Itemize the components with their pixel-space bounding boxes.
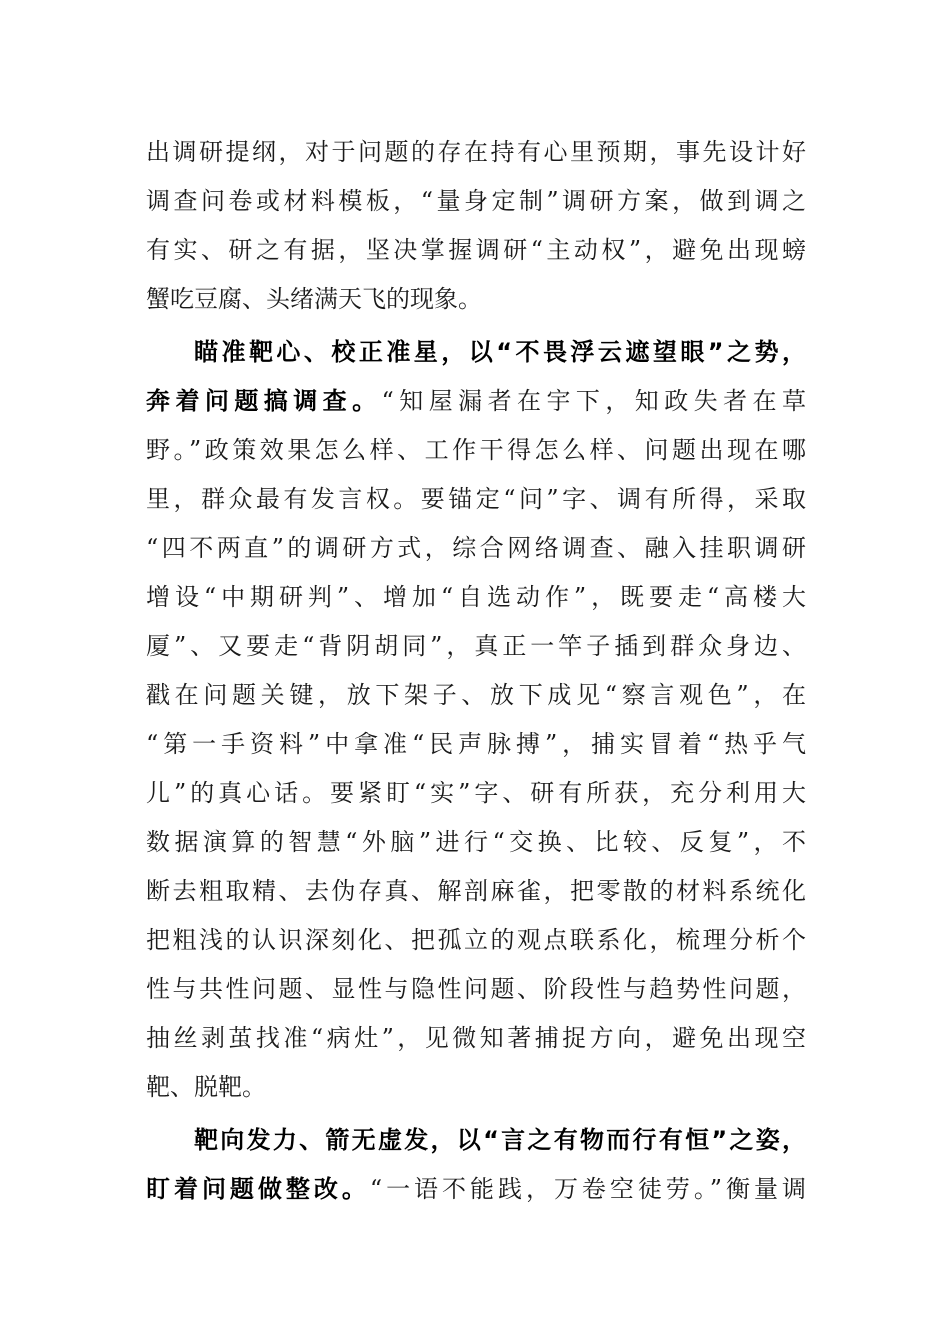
paragraph-line: 把粗浅的认识深刻化、把孤立的观点联系化，梳理分析个 (146, 926, 806, 954)
paragraph-line: 蟹吃豆腐、头绪满天飞的现象。 (146, 285, 482, 313)
paragraph-line-mixed (146, 1169, 806, 1209)
quote-text: “知屋漏者在宇下，知政失者在草 (381, 387, 807, 415)
paragraph-line: 里，群众最有发言权。要锚定“问”字、调有所得，采取 (146, 485, 806, 513)
paragraph-line: 出调研提纲，对于问题的存在持有心里预期，事先设计好 (146, 138, 806, 166)
paragraph-line: 有实、研之有据，坚决掌握调研“主动权”，避免出现螃 (146, 236, 806, 264)
paragraph-line: “第一手资料”中拿准“民声脉搏”，捕实冒着“热乎气 (146, 730, 806, 758)
quote-text: “一语不能践，万卷空徒劳。”衡量调 (369, 1175, 807, 1203)
paragraph-line: 调查问卷或材料模板，“量身定制”调研方案，做到调之 (146, 187, 806, 215)
paragraph-line: 戳在问题关键，放下架子、放下成见“察言观色”，在 (146, 681, 806, 709)
paragraph-line: 断去粗取精、去伪存真、解剖麻雀，把零散的材料系统化 (146, 877, 806, 905)
paragraph-line: 野。”政策效果怎么样、工作干得怎么样、问题出现在哪 (146, 436, 806, 464)
section-heading: 瞄准靶心、校正准星，以“不畏浮云遮望眼”之势， (194, 338, 806, 366)
paragraph-line: 抽丝剥茧找准“病灶”，见微知著捕捉方向，避免出现空 (146, 1024, 806, 1052)
section-heading-continued: 奔着问题搞调查。 (146, 387, 382, 415)
paragraph-line: 靶、脱靶。 (146, 1073, 266, 1101)
paragraph-line: 数据演算的智慧“外脑”进行“交换、比较、反复”，不 (146, 828, 806, 856)
paragraph-line: 增设“中期研判”、增加“自选动作”，既要走“高楼大 (146, 583, 806, 611)
section-heading-continued: 盯着问题做整改。 (146, 1175, 370, 1203)
paragraph-line-mixed (146, 381, 806, 421)
section-heading: 靶向发力、箭无虚发，以“言之有物而行有恒”之姿， (194, 1126, 806, 1154)
paragraph-line: 儿”的真心话。要紧盯“实”字、研有所获，充分利用大 (146, 779, 806, 807)
paragraph-line: 厦”、又要走“背阴胡同”，真正一竿子插到群众身边、 (146, 632, 806, 660)
paragraph-line: 性与共性问题、显性与隐性问题、阶段性与趋势性问题， (146, 975, 806, 1003)
paragraph-line: “四不两直”的调研方式，综合网络调查、融入挂职调研 (146, 534, 806, 562)
